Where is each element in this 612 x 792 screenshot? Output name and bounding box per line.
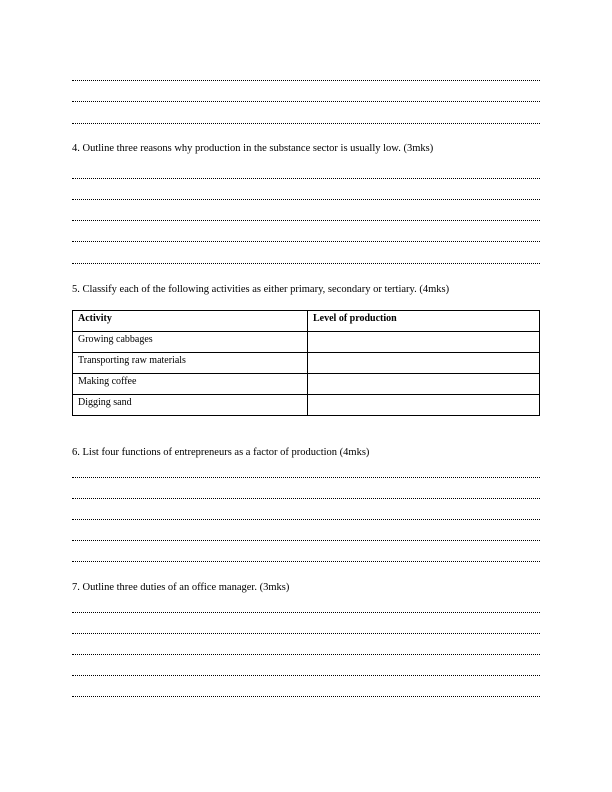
q6-answer-line — [72, 561, 540, 562]
table-row — [73, 332, 540, 353]
header-level-of-production: Level of production — [308, 311, 540, 332]
activity-cell: Growing cabbages — [73, 332, 308, 353]
q7-answer-line — [72, 612, 540, 613]
q7-answer-line — [72, 633, 540, 634]
q3-answer-line — [72, 123, 540, 124]
q7-answer-line — [72, 696, 540, 697]
activity-cell: Making coffee — [73, 374, 308, 395]
q6-answer-line — [72, 540, 540, 541]
level-cell[interactable] — [308, 332, 540, 353]
question-7: 7. Outline three duties of an office manager. (3mks) — [72, 582, 290, 593]
question-5: 5. Classify each of the following activities as either primary, secondary or tertiary. (4mks) — [72, 284, 450, 295]
level-cell[interactable] — [308, 353, 540, 374]
q4-answer-line — [72, 220, 540, 221]
header-activity: Activity — [73, 311, 308, 332]
q7-answer-line — [72, 654, 540, 655]
q4-answer-line — [72, 178, 540, 179]
table-row — [73, 395, 540, 416]
question-4: 4. Outline three reasons why production in the substance sector is usually low. (3mks) — [72, 143, 434, 154]
q3-answer-line — [72, 80, 540, 81]
table-header-row — [73, 311, 540, 332]
q7-answer-line — [72, 675, 540, 676]
q6-answer-line — [72, 519, 540, 520]
q6-answer-line — [72, 477, 540, 478]
q6-answer-line — [72, 498, 540, 499]
activity-cell: Transporting raw materials — [73, 353, 308, 374]
activity-cell: Digging sand — [73, 395, 308, 416]
question-6: 6. List four functions of entrepreneurs as a factor of production (4mks) — [72, 447, 370, 458]
q4-answer-line — [72, 199, 540, 200]
q3-answer-line — [72, 101, 540, 102]
activity-table — [72, 310, 540, 416]
q4-answer-line — [72, 263, 540, 264]
level-cell[interactable] — [308, 395, 540, 416]
table-row — [73, 353, 540, 374]
q4-answer-line — [72, 241, 540, 242]
table-row — [73, 374, 540, 395]
level-cell[interactable] — [308, 374, 540, 395]
